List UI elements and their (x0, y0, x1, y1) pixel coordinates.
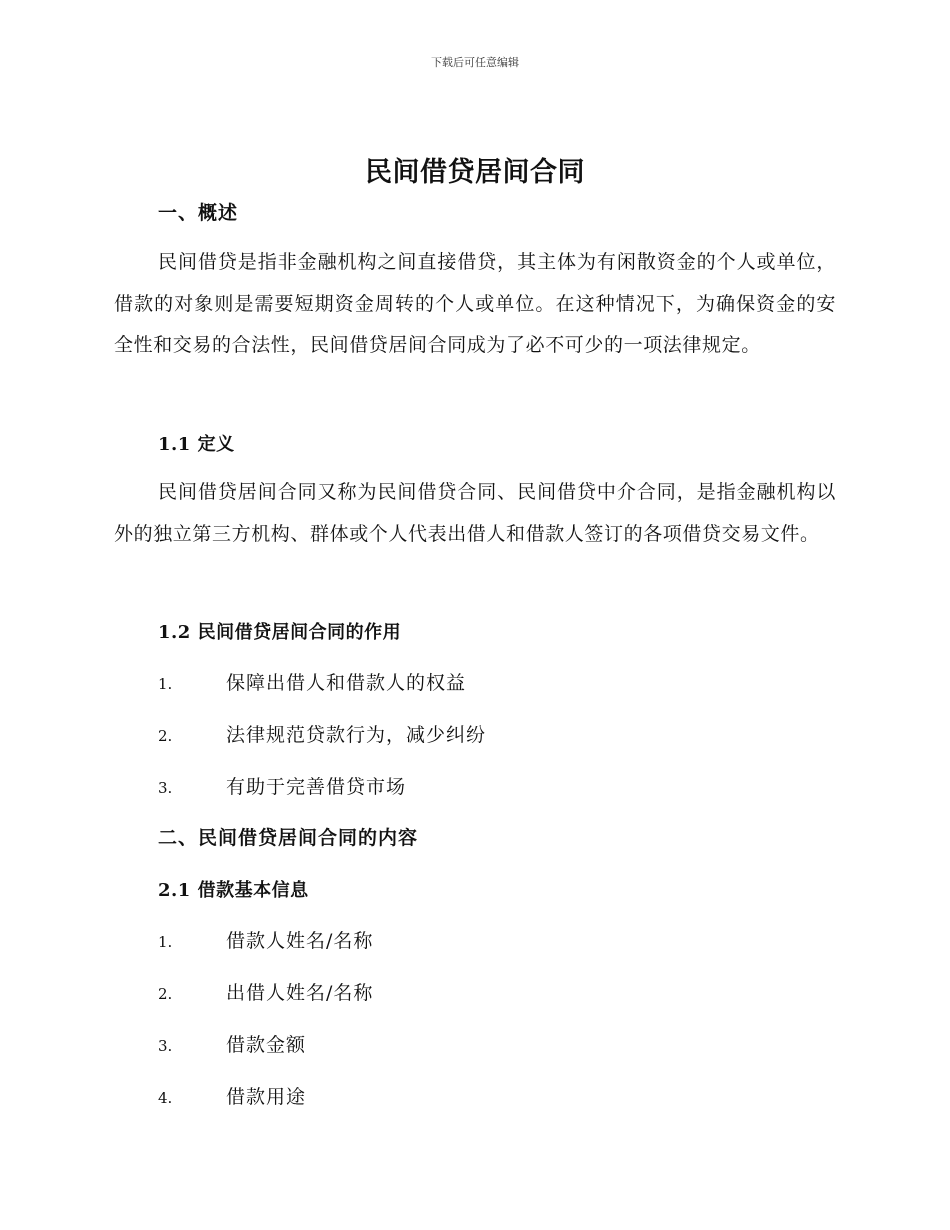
section-heading-overview: 一、概述 (158, 202, 239, 224)
list-text: 保障出借人和借款人的权益 (226, 672, 467, 694)
list-number: 3. (158, 779, 173, 797)
list-item (158, 720, 486, 747)
header-note: 下载后可任意编辑 (431, 56, 519, 69)
list-item (158, 1082, 306, 1109)
list-text: 出借人姓名/名称 (226, 982, 374, 1004)
list-text: 有助于完善借贷市场 (226, 776, 407, 798)
list-number: 2. (158, 727, 173, 745)
list-item (158, 772, 406, 799)
overview-paragraph: 民间借贷是指非金融机构之间直接借贷，其主体为有闲散资金的个人或单位，借款的对象则是需要短期资金周转的个人或单位。在这种情况下，为确保资金的安全性和交易的合法性，民间借贷居间合同成为了必不可少的一项法律规定。 (114, 251, 836, 356)
document-title: 民间借贷居间合同 (365, 157, 585, 188)
subsection-heading-basic-info: 2.1 借款基本信息 (158, 880, 309, 901)
subsection-heading-purpose: 1.2 民间借贷居间合同的作用 (158, 622, 402, 643)
subsection-heading-definition: 1.1 定义 (158, 434, 235, 455)
list-number: 1. (158, 933, 173, 951)
list-number: 3. (158, 1037, 173, 1055)
list-number: 1. (158, 675, 173, 693)
definition-paragraph: 民间借贷居间合同又称为民间借贷合同、民间借贷中介合同，是指金融机构以外的独立第三方机构、群体或个人代表出借人和借款人签订的各项借贷交易文件。 (114, 481, 836, 545)
list-text: 借款人姓名/名称 (226, 930, 374, 952)
list-text: 借款金额 (226, 1034, 307, 1056)
list-item (158, 926, 373, 953)
section-heading-contents: 二、民间借贷居间合同的内容 (158, 827, 419, 849)
list-item (158, 668, 466, 695)
list-number: 4. (158, 1089, 173, 1107)
list-item (158, 1030, 306, 1057)
list-text: 法律规范贷款行为，减少纠纷 (226, 724, 487, 746)
list-number: 2. (158, 985, 173, 1003)
list-item (158, 978, 373, 1005)
list-text: 借款用途 (226, 1086, 307, 1108)
